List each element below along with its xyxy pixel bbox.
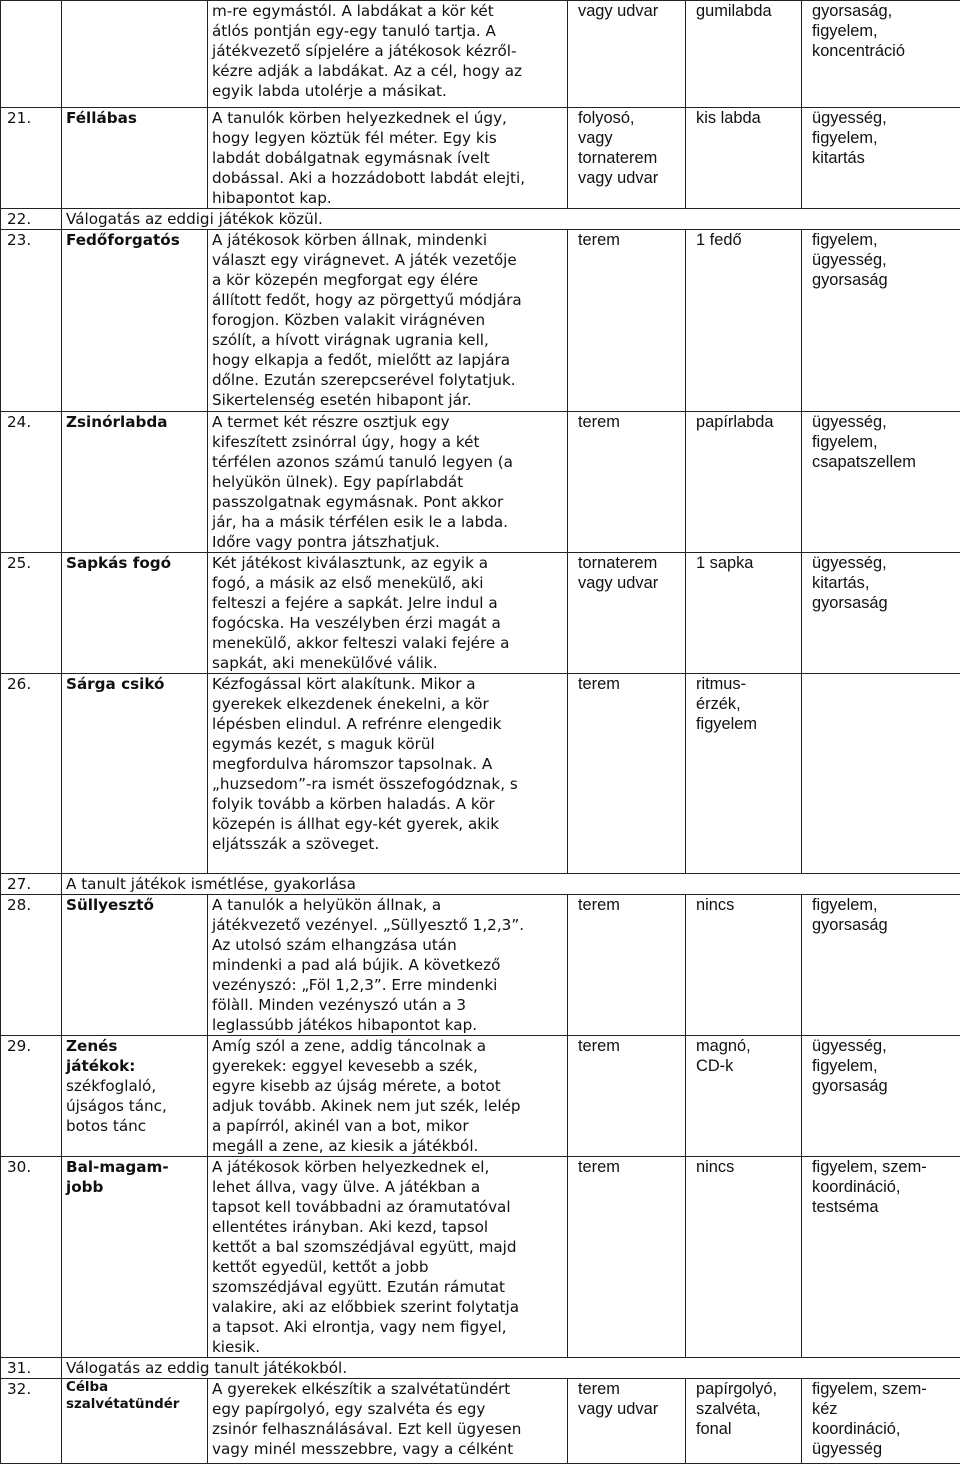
text-line: gyorsaság, [812, 1, 957, 21]
game-place [568, 895, 686, 1036]
text-line: fogó, a másik az első menekülő, aki [212, 573, 564, 593]
text-line: helyükön ülnek). Egy papírlabdát [212, 472, 564, 492]
text-line: egyik labda utolérje a másikat. [212, 81, 564, 101]
text-line: jár, ha a másik térfélen esik le a labda. [212, 512, 564, 532]
text-line: tapsot kell továbbadni az óramutatóval [212, 1197, 564, 1217]
row-number: 31. [1, 1358, 62, 1379]
text-line: kézre adják a labdákat. Az a cél, hogy az [212, 61, 564, 81]
table-row [1, 1, 960, 108]
game-description [208, 412, 568, 553]
text-line: lehet állva, vagy ülve. A játékban a [212, 1177, 564, 1197]
game-place [568, 412, 686, 553]
text-line: fonal [696, 1419, 798, 1439]
text-line: tornaterem [578, 553, 682, 573]
text-line: magnó, [696, 1036, 798, 1056]
text-line: A gyerekek elkészítik a szalvétatündért [212, 1379, 564, 1399]
text-line: labdát dobálgatnak egymásnak ívelt [212, 148, 564, 168]
text-line: valakire, aki az előbbiek szerint folytatja [212, 1297, 564, 1317]
game-name [62, 674, 208, 874]
text-line: érzék, [696, 694, 798, 714]
text-line: folyosó, [578, 108, 682, 128]
table-row [1, 1379, 960, 1464]
game-description [208, 1036, 568, 1157]
text-line: egyre kisebb az újság mérete, a botot [212, 1076, 564, 1096]
text-line: Időre vagy pontra játszhatjuk. [212, 532, 564, 552]
text-line: papírlabda [696, 412, 798, 432]
game-place [568, 1, 686, 108]
text-line: mindenki a pad alá bújik. A következő [212, 955, 564, 975]
game-description [208, 674, 568, 874]
text-line: vagy udvar [578, 1, 682, 21]
game-equipment [686, 412, 802, 553]
table-row [1, 209, 960, 230]
game-description [208, 553, 568, 674]
row-number: 27. [1, 874, 62, 895]
text-line: zsinór felhasználásával. Ezt kell ügyesen [212, 1419, 564, 1439]
text-line: Két játékost kiválasztunk, az egyik a [212, 553, 564, 573]
text-line: folyik tovább a körben haladás. A kör [212, 794, 564, 814]
game-name [62, 895, 208, 1036]
row-number: 30. [1, 1157, 62, 1358]
row-number: 21. [1, 108, 62, 209]
table-row [1, 895, 960, 1036]
text-line: fogócska. Ha veszélyben érzi magát a [212, 613, 564, 633]
text-line: tornaterem [578, 148, 682, 168]
text-line: terem [578, 1157, 682, 1177]
text-line: figyelem, [812, 128, 957, 148]
game-name-text: Sárga csikó [66, 674, 204, 694]
section-note: Válogatás az eddig tanult játékokból. [62, 1358, 960, 1379]
game-name [62, 1157, 208, 1358]
game-place [568, 674, 686, 874]
game-equipment [686, 1157, 802, 1358]
game-skills [802, 1379, 960, 1464]
text-line: forogjon. Közben valakit virágnéven [212, 310, 564, 330]
game-name [62, 412, 208, 553]
text-line: testséma [812, 1197, 957, 1217]
text-line: vagy minél messzebbre, vagy a célként [212, 1439, 564, 1459]
text-line: kifeszített zsinórral úgy, hogy a két [212, 432, 564, 452]
text-line: passzolgatnak egymásnak. Pont akkor [212, 492, 564, 512]
text-line: menekülő, akkor felteszi valaki fejére a [212, 633, 564, 653]
text-line: kitartás [812, 148, 957, 168]
text-line: terem [578, 1379, 682, 1399]
game-place [568, 553, 686, 674]
text-line: fölàll. Minden vezényszó után a 3 [212, 995, 564, 1015]
text-line: A játékosok körben helyezkednek el, [212, 1157, 564, 1177]
text-line: figyelem, [812, 432, 957, 452]
text-line: átlós pontján egy-egy tanuló tartja. A [212, 21, 564, 41]
text-line: vagy [578, 128, 682, 148]
game-name-text: Sapkás fogó [66, 553, 204, 573]
game-variant: székfoglaló, [66, 1076, 204, 1096]
game-equipment [686, 1, 802, 108]
text-line: A játékosok körben állnak, mindenki [212, 230, 564, 250]
section-note: Válogatás az eddigi játékok közül. [62, 209, 960, 230]
game-place [568, 1379, 686, 1464]
text-line: figyelem, [812, 1056, 957, 1076]
text-line: ügyesség [812, 1439, 957, 1459]
text-line: Kézfogással kört alakítunk. Mikor a [212, 674, 564, 694]
game-name-text: Féllábas [66, 108, 204, 128]
text-line: figyelem, szem- [812, 1157, 957, 1177]
text-line: Amíg szól a zene, addig táncolnak a [212, 1036, 564, 1056]
game-equipment [686, 230, 802, 412]
table-row [1, 412, 960, 553]
text-line: CD-k [696, 1056, 798, 1076]
text-line: 1 sapka [696, 553, 798, 573]
game-equipment [686, 895, 802, 1036]
text-line: vezényszó: „Föl 1,2,3”. Erre mindenki [212, 975, 564, 995]
text-line: játékvezető vezényel. „Süllyesztő 1,2,3”. [212, 915, 564, 935]
text-line: hogy elkapja a fedőt, mielőtt az lapjára [212, 350, 564, 370]
text-line: ellentétes irányban. Aki kezd, tapsol [212, 1217, 564, 1237]
game-place [568, 1157, 686, 1358]
table-row [1, 1036, 960, 1157]
game-variant: botos tánc [66, 1116, 204, 1136]
text-line: kiesik. [212, 1337, 564, 1357]
game-name-text: szalvétatündér [66, 1396, 204, 1413]
text-line: dobással. Aki a hozzádobott labdát elejti, [212, 168, 564, 188]
text-line: ügyesség, [812, 250, 957, 270]
text-line: felteszi a fejére a sapkát. Jelre indul a [212, 593, 564, 613]
text-line: 1 fedő [696, 230, 798, 250]
game-name-text: Fedőforgatós [66, 230, 204, 250]
text-line: egymás kezét, s maguk körül [212, 734, 564, 754]
game-name [62, 1, 208, 108]
text-line: A tanulók a helyükön állnak, a [212, 895, 564, 915]
game-name-text: Célba [66, 1379, 204, 1396]
row-number: 23. [1, 230, 62, 412]
text-line: kis labda [696, 108, 798, 128]
text-line: csapatszellem [812, 452, 957, 472]
game-description [208, 895, 568, 1036]
text-line: nincs [696, 895, 798, 915]
game-skills [802, 1036, 960, 1157]
text-line: ritmus- [696, 674, 798, 694]
game-name-text: Bal-magam- [66, 1157, 204, 1177]
text-line: terem [578, 674, 682, 694]
row-number: 26. [1, 674, 62, 874]
table-row [1, 874, 960, 895]
game-name-text: jobb [66, 1177, 204, 1197]
text-line: A tanulók körben helyezkednek el úgy, [212, 108, 564, 128]
text-line: Az utolsó szám elhangzása után [212, 935, 564, 955]
text-line: figyelem, [812, 895, 957, 915]
row-number: 28. [1, 895, 62, 1036]
game-equipment [686, 1036, 802, 1157]
game-skills [802, 553, 960, 674]
text-line: játékvezető sípjelére a játékosok kézről- [212, 41, 564, 61]
game-place [568, 1036, 686, 1157]
text-line: hogy legyen köztük fél méter. Egy kis [212, 128, 564, 148]
text-line: kitartás, [812, 573, 957, 593]
game-equipment [686, 674, 802, 874]
table-row [1, 1157, 960, 1358]
games-table-body [1, 1, 960, 1464]
text-line: egy papírgolyó, egy szalvéta és egy [212, 1399, 564, 1419]
text-line: m-re egymástól. A labdákat a kör két [212, 1, 564, 21]
text-line: kéz [812, 1399, 957, 1419]
text-line: koncentráció [812, 41, 957, 61]
game-description [208, 1379, 568, 1464]
text-line: kettőt egyedül, kettőt a jobb [212, 1257, 564, 1277]
game-skills [802, 674, 960, 874]
game-name-text: játékok: [66, 1056, 204, 1076]
text-line: vagy udvar [578, 168, 682, 188]
text-line: figyelem, [812, 21, 957, 41]
text-line: szalvéta, [696, 1399, 798, 1419]
game-skills [802, 1157, 960, 1358]
game-name-text: Zsinórlabda [66, 412, 204, 432]
text-line: terem [578, 230, 682, 250]
text-line: adjuk tovább. Akinek nem jut szék, lelép [212, 1096, 564, 1116]
text-line: papírgolyó, [696, 1379, 798, 1399]
text-line: figyelem, [812, 230, 957, 250]
table-row [1, 108, 960, 209]
text-line: koordináció, [812, 1177, 957, 1197]
game-equipment [686, 553, 802, 674]
game-equipment [686, 1379, 802, 1464]
text-line: sapkát, aki menekülővé válik. [212, 653, 564, 673]
text-line: nincs [696, 1157, 798, 1177]
text-line: a kör közepén megforgat egy élére [212, 270, 564, 290]
game-name-text: Süllyesztő [66, 895, 204, 915]
text-line: lépésben elindul. A refrénre elengedik [212, 714, 564, 734]
game-description [208, 230, 568, 412]
game-name [62, 1379, 208, 1464]
text-line: dőlne. Ezután szerepcserével folytatjuk. [212, 370, 564, 390]
text-line: hibapontot kap. [212, 188, 564, 208]
text-line: megfordulva háromszor tapsolnak. A [212, 754, 564, 774]
game-variant: újságos tánc, [66, 1096, 204, 1116]
game-name-text: Zenés [66, 1036, 204, 1056]
text-line: szomszédjával együtt. Ezután rámutat [212, 1277, 564, 1297]
text-line: állított fedőt, hogy az pörgettyű módjára [212, 290, 564, 310]
game-skills [802, 412, 960, 553]
game-place [568, 230, 686, 412]
row-number: 32. [1, 1379, 62, 1464]
text-line: „huzsedom”-ra ismét összefogódznak, s [212, 774, 564, 794]
text-line: terem [578, 412, 682, 432]
text-line: figyelem [696, 714, 798, 734]
text-line: gyorsaság [812, 270, 957, 290]
text-line: koordináció, [812, 1419, 957, 1439]
text-line: kettőt a bal szomszédjával együtt, majd [212, 1237, 564, 1257]
game-place [568, 108, 686, 209]
table-row [1, 553, 960, 674]
table-row [1, 674, 960, 874]
game-skills [802, 1, 960, 108]
row-number: 25. [1, 553, 62, 674]
game-skills [802, 108, 960, 209]
game-description [208, 1, 568, 108]
section-note: A tanult játékok ismétlése, gyakorlása [62, 874, 960, 895]
row-number: 22. [1, 209, 62, 230]
game-skills [802, 895, 960, 1036]
row-number [1, 1, 62, 108]
text-line: ügyesség, [812, 108, 957, 128]
text-line: ügyesség, [812, 553, 957, 573]
text-line: gyerekek elkezdenek énekelni, a kör [212, 694, 564, 714]
text-line: szólít, a hívott virágnak ugrania kell, [212, 330, 564, 350]
text-line: vagy udvar [578, 573, 682, 593]
row-number: 24. [1, 412, 62, 553]
game-name [62, 230, 208, 412]
text-line: a papírról, akinél van a bot, mikor [212, 1116, 564, 1136]
text-line: leglassúbb játékos hibapontot kap. [212, 1015, 564, 1035]
text-line: megáll a zene, az kiesik a játékból. [212, 1136, 564, 1156]
text-line: ügyesség, [812, 412, 957, 432]
game-description [208, 108, 568, 209]
table-row [1, 230, 960, 412]
text-line: térfélen azonos számú tanuló legyen (a [212, 452, 564, 472]
text-line: választ egy virágnevet. A játék vezetője [212, 250, 564, 270]
text-line: eljátsszák a szöveget. [212, 834, 564, 854]
game-name [62, 553, 208, 674]
text-line: gumilabda [696, 1, 798, 21]
table-row [1, 1358, 960, 1379]
game-name [62, 108, 208, 209]
text-line: gyorsaság [812, 593, 957, 613]
text-line: a tapsot. Aki elrontja, vagy nem figyel, [212, 1317, 564, 1337]
text-line: figyelem, szem- [812, 1379, 957, 1399]
text-line: Sikertelenség esetén hibapont jár. [212, 390, 564, 410]
row-number: 29. [1, 1036, 62, 1157]
text-line: gyorsaság [812, 1076, 957, 1096]
text-line: közepén is állhat egy-két gyerek, akik [212, 814, 564, 834]
text-line: terem [578, 1036, 682, 1056]
game-name [62, 1036, 208, 1157]
text-line: gyerekek: eggyel kevesebb a szék, [212, 1056, 564, 1076]
text-line: ügyesség, [812, 1036, 957, 1056]
text-line: A termet két részre osztjuk egy [212, 412, 564, 432]
game-description [208, 1157, 568, 1358]
game-skills [802, 230, 960, 412]
text-line: gyorsaság [812, 915, 957, 935]
text-line: vagy udvar [578, 1399, 682, 1419]
text-line: terem [578, 895, 682, 915]
game-equipment [686, 108, 802, 209]
